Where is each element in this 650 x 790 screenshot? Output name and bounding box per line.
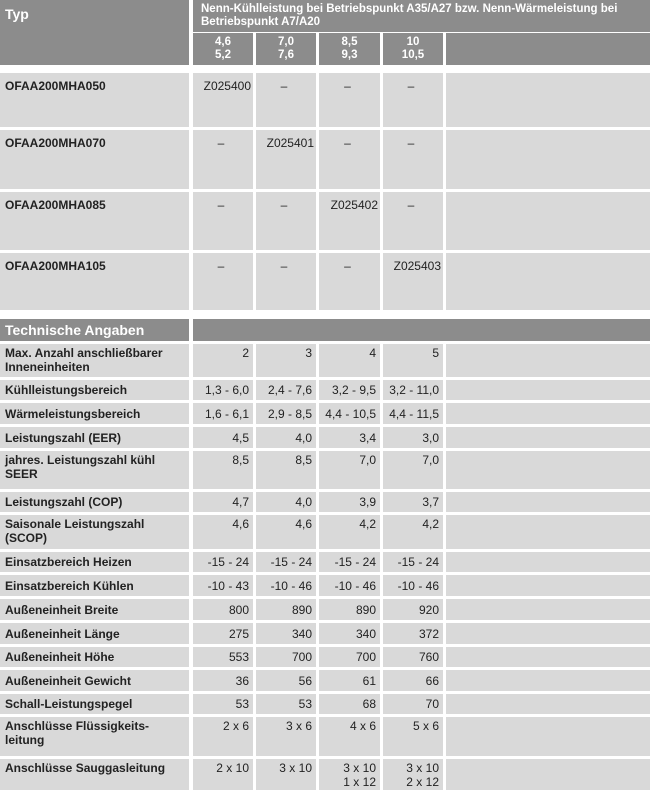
spec-value: 920 — [418, 602, 439, 617]
spec-label-cell — [0, 552, 189, 572]
spec-value: 372 — [418, 626, 439, 641]
heating-capacity-value: 9,3 — [341, 49, 358, 61]
row-filler — [446, 344, 650, 377]
spec-value: 5 — [432, 346, 439, 360]
spec-value: 3,9 — [359, 495, 376, 509]
spec-value-cell — [319, 670, 380, 691]
spec-value-cell — [193, 515, 253, 549]
spec-value: 3,2 - 9,5 — [331, 383, 376, 397]
spec-value: -15 - 24 — [334, 555, 376, 569]
spec-value-cell — [319, 552, 380, 572]
article-number-cell — [193, 253, 253, 310]
tech-header-filler — [193, 319, 650, 341]
spec-value: 4,4 - 11,5 — [389, 406, 439, 421]
cooling-capacity-value: 10 — [406, 36, 420, 48]
row-filler — [446, 380, 650, 400]
cooling-capacity-value: 8,5 — [341, 36, 358, 48]
spec-value-cell — [383, 670, 443, 691]
model-name-cell — [0, 130, 189, 189]
spec-value-cell — [193, 694, 253, 714]
spec-value: -10 - 46 — [270, 578, 312, 593]
article-number-cell — [319, 73, 380, 127]
spec-value-cell — [383, 694, 443, 714]
spec-value-cell — [383, 515, 443, 549]
spec-value: 7,0 — [359, 453, 376, 467]
capacity-column-header — [193, 33, 253, 65]
row-filler — [446, 253, 650, 310]
spec-label-cell — [0, 427, 189, 448]
spec-value-cell — [319, 623, 380, 644]
spec-value-cell — [383, 717, 443, 756]
row-filler — [446, 575, 650, 596]
spec-value: -15 - 24 — [270, 555, 312, 569]
spec-label — [0, 451, 189, 489]
spec-value-line: 2 x 12 — [406, 775, 439, 789]
article-number: – — [217, 259, 225, 273]
row-filler — [446, 192, 650, 250]
capacity-column-header — [256, 33, 316, 65]
spec-label: Kühlleistungsbereich — [5, 383, 128, 397]
spec-value: 3 x 6 — [285, 719, 312, 733]
tech-section-header — [0, 319, 189, 341]
spec-value: 4,6 — [232, 517, 249, 531]
model-name: OFAA200MHA105 — [5, 259, 106, 273]
spec-label-cell — [0, 403, 189, 424]
article-number-cell — [319, 192, 380, 250]
spec-value-cell — [256, 670, 316, 691]
spec-value: 340 — [355, 626, 376, 641]
spec-value: 68 — [362, 697, 376, 711]
spec-value-cell — [319, 344, 380, 377]
spec-value-cell — [193, 451, 253, 489]
spec-value-cell — [256, 492, 316, 512]
row-filler — [446, 451, 650, 489]
spec-value: 70 — [425, 697, 439, 711]
spec-value: 1,6 - 6,1 — [204, 406, 249, 421]
row-filler — [446, 717, 650, 756]
spec-label-cell — [0, 759, 189, 790]
spec-value: 3,4 — [359, 430, 376, 445]
spec-label-line: jahres. Leistungszahl kühl — [5, 453, 156, 467]
heating-capacity-value: 10,5 — [401, 49, 425, 61]
row-filler — [446, 130, 650, 189]
model-name-cell — [0, 192, 189, 250]
article-number: – — [217, 198, 225, 212]
spec-value: 700 — [355, 650, 376, 664]
article-number: – — [407, 79, 415, 93]
spec-value-cell — [319, 403, 380, 424]
article-number-cell — [256, 130, 316, 189]
spec-value: 340 — [291, 626, 312, 641]
row-filler — [446, 623, 650, 644]
spec-label: Leistungszahl (EER) — [5, 430, 122, 445]
spec-label-line: Anschlüsse Flüssigkeits- — [5, 719, 150, 733]
article-number-cell — [383, 253, 443, 310]
spec-value: 800 — [228, 602, 249, 617]
article-number-cell — [256, 73, 316, 127]
type-header — [0, 0, 189, 65]
article-number: – — [280, 79, 288, 93]
row-filler — [446, 515, 650, 549]
article-number-cell — [319, 253, 380, 310]
spec-value-cell — [193, 599, 253, 620]
row-filler — [446, 492, 650, 512]
spec-value: 760 — [418, 650, 439, 664]
spec-value-cell — [319, 694, 380, 714]
article-number-cell — [319, 130, 380, 189]
spec-value: 4 — [369, 346, 376, 360]
spec-label-cell — [0, 380, 189, 400]
spec-value-cell — [193, 647, 253, 667]
article-number: – — [280, 198, 288, 212]
spec-value-cell — [193, 344, 253, 377]
spec-value-cell — [256, 694, 316, 714]
spec-label: Schall-Leistungspegel — [5, 697, 133, 711]
article-number: – — [280, 259, 288, 273]
spec-label: Außeneinheit Länge — [5, 626, 120, 641]
spec-label-line: leitung — [5, 733, 45, 747]
spec-value-cell — [383, 599, 443, 620]
spec-label-cell — [0, 694, 189, 714]
spec-label-line: Saisonale Leistungszahl — [5, 517, 145, 531]
spec-label — [0, 344, 189, 377]
spec-value-cell — [193, 427, 253, 448]
spec-label-cell — [0, 670, 189, 691]
spec-label: Außeneinheit Breite — [5, 602, 119, 617]
article-number-cell — [193, 73, 253, 127]
spec-value: 3,7 — [422, 495, 439, 509]
spec-value: -10 - 46 — [397, 578, 439, 593]
spec-value-cell — [256, 599, 316, 620]
spec-label — [0, 515, 189, 549]
spec-value: 5 x 6 — [412, 719, 439, 733]
spec-value-cell — [193, 403, 253, 424]
capacity-column-header — [319, 33, 380, 65]
article-number-cell — [193, 130, 253, 189]
spec-label-cell — [0, 599, 189, 620]
spec-label-cell — [0, 575, 189, 596]
spec-value: 4,2 — [422, 517, 439, 531]
spec-value-cell — [193, 492, 253, 512]
spec-value: 3 — [305, 346, 312, 360]
spec-value: 890 — [355, 602, 376, 617]
spec-value: 3 x 10 — [279, 761, 312, 775]
model-name: OFAA200MHA050 — [5, 79, 106, 93]
article-number: – — [407, 136, 415, 150]
spec-value: 700 — [291, 650, 312, 664]
article-number-cell — [256, 253, 316, 310]
row-filler — [446, 552, 650, 572]
spec-value: 53 — [298, 697, 312, 711]
spec-value-cell — [193, 623, 253, 644]
spec-value-cell — [193, 670, 253, 691]
spec-value: -10 - 46 — [334, 578, 376, 593]
spec-value: 7,0 — [422, 453, 439, 467]
model-name: OFAA200MHA070 — [5, 136, 106, 150]
article-number: – — [344, 136, 351, 150]
model-name-cell — [0, 253, 189, 310]
article-number: – — [344, 79, 351, 93]
spec-value-cell — [193, 717, 253, 756]
spec-label-line: (SCOP) — [5, 531, 47, 545]
spec-value-cell — [383, 344, 443, 377]
spec-label-line: SEER — [5, 467, 38, 481]
article-number-cell — [256, 192, 316, 250]
spec-value-cell — [256, 717, 316, 756]
spec-label-cell — [0, 647, 189, 667]
spec-value: 2 — [242, 346, 249, 360]
capacity-header — [193, 0, 650, 32]
capacity-header-label: Nenn-Kühlleistung bei Betriebspunkt A35/A27 bzw. Nenn-Wärmeleistung bei Betriebspunkt A7/A20 — [201, 3, 618, 28]
cooling-capacity-value: 7,0 — [278, 36, 294, 48]
spec-label: Anschlüsse Sauggasleitung — [5, 761, 166, 775]
spec-value-cell — [383, 492, 443, 512]
spec-label-line: Max. Anzahl anschließbarer — [5, 346, 163, 360]
spec-value-cell — [383, 427, 443, 448]
spec-value: 3,0 — [422, 430, 439, 445]
spec-value-cell — [319, 427, 380, 448]
row-filler — [446, 403, 650, 424]
spec-value: 275 — [228, 626, 249, 641]
spec-label-cell — [0, 492, 189, 512]
spec-value-cell — [383, 403, 443, 424]
cooling-capacity-value: 4,6 — [215, 36, 231, 48]
spec-value-line: 3 x 10 — [406, 761, 439, 775]
row-filler — [446, 670, 650, 691]
article-number: – — [344, 259, 351, 273]
spec-value-cell — [193, 380, 253, 400]
article-number-cell — [193, 192, 253, 250]
spec-value-cell — [319, 515, 380, 549]
capacity-column-header — [383, 33, 443, 65]
spec-value: -15 - 24 — [397, 555, 439, 569]
spec-value: -15 - 24 — [207, 555, 249, 569]
spec-value-cell — [319, 599, 380, 620]
spec-value: 4,7 — [232, 495, 249, 509]
spec-value: 4,5 — [232, 430, 249, 445]
spec-value: 2 x 6 — [222, 719, 249, 733]
spec-value-cell — [383, 380, 443, 400]
article-number: Z025402 — [330, 198, 378, 212]
spec-value: 66 — [425, 673, 439, 688]
spec-value-cell — [256, 759, 316, 790]
spec-value: 2,9 - 8,5 — [267, 406, 312, 421]
spec-label-cell — [0, 623, 189, 644]
article-number-cell — [383, 192, 443, 250]
spec-label: Leistungszahl (COP) — [5, 495, 123, 509]
spec-value-cell — [256, 427, 316, 448]
spec-value: 3,2 - 11,0 — [389, 383, 439, 397]
spec-value: 36 — [235, 673, 249, 688]
spec-value: 890 — [291, 602, 312, 617]
spec-value-cell — [383, 623, 443, 644]
spec-value: 2,4 - 7,6 — [267, 383, 312, 397]
spec-value-cell — [319, 380, 380, 400]
model-name-cell — [0, 73, 189, 127]
article-number: Z025400 — [203, 79, 251, 93]
spec-value: 4,2 — [359, 517, 376, 531]
type-header-label: Typ — [5, 6, 29, 22]
spec-value-cell — [256, 403, 316, 424]
spec-label: Außeneinheit Gewicht — [5, 673, 132, 688]
row-filler — [446, 694, 650, 714]
spec-value: 56 — [298, 673, 312, 688]
spec-value-cell — [383, 451, 443, 489]
spec-value-cell — [319, 451, 380, 489]
spec-value-cell — [256, 575, 316, 596]
spec-value: 53 — [235, 697, 249, 711]
spec-value: 8,5 — [232, 453, 249, 467]
article-number: – — [407, 198, 415, 212]
spec-value-cell — [319, 492, 380, 512]
spec-value-cell — [319, 575, 380, 596]
spec-value: 4,0 — [295, 430, 312, 445]
row-filler — [446, 427, 650, 448]
spec-value: 4,6 — [295, 517, 312, 531]
spec-value-cell — [256, 451, 316, 489]
spec-value: 8,5 — [295, 453, 312, 467]
spec-label: Einsatzbereich Kühlen — [5, 578, 134, 593]
spec-value: 553 — [228, 650, 249, 664]
tech-section-title: Technische Angaben — [5, 322, 145, 338]
article-number-cell — [383, 130, 443, 189]
spec-value-cell — [256, 515, 316, 549]
row-filler — [446, 647, 650, 667]
spec-label-line: Inneneinheiten — [5, 360, 90, 374]
spec-value: 1,3 - 6,0 — [204, 383, 249, 397]
spec-value: 2 x 10 — [216, 761, 249, 775]
spec-value-cell — [193, 759, 253, 790]
spec-label: Außeneinheit Höhe — [5, 650, 115, 664]
spec-value: 4 x 6 — [349, 719, 376, 733]
heating-capacity-value: 7,6 — [278, 49, 294, 61]
article-number-cell — [383, 73, 443, 127]
spec-label: Einsatzbereich Heizen — [5, 555, 132, 569]
spec-value: 4,0 — [295, 495, 312, 509]
spec-value-line: 1 x 12 — [343, 775, 376, 789]
spec-value-cell — [383, 575, 443, 596]
spec-label — [0, 717, 189, 756]
article-number: Z025401 — [266, 136, 314, 150]
row-filler — [446, 73, 650, 127]
spec-value-cell — [256, 647, 316, 667]
spec-value: -10 - 43 — [207, 578, 249, 593]
spec-value-cell — [319, 647, 380, 667]
heating-capacity-value: 5,2 — [215, 49, 231, 61]
row-filler — [446, 759, 650, 790]
header-filler — [446, 33, 650, 65]
spec-value-cell — [193, 552, 253, 572]
spec-value-cell — [319, 717, 380, 756]
article-number: Z025403 — [393, 259, 441, 273]
spec-value-cell — [256, 380, 316, 400]
spec-value-line: 3 x 10 — [343, 761, 376, 775]
spec-value-cell — [193, 575, 253, 596]
row-filler — [446, 599, 650, 620]
spec-value-cell — [256, 552, 316, 572]
spec-value: 61 — [362, 673, 376, 688]
spec-value-cell — [256, 623, 316, 644]
spec-value-cell — [383, 647, 443, 667]
spec-value-cell — [256, 344, 316, 377]
spec-label: Wärmeleistungsbereich — [5, 406, 141, 421]
spec-value-cell — [383, 552, 443, 572]
spec-value-cell — [383, 759, 443, 790]
spec-value: 4,4 - 10,5 — [325, 406, 376, 421]
article-number: – — [217, 136, 225, 150]
spec-value-cell — [319, 759, 380, 790]
model-name: OFAA200MHA085 — [5, 198, 106, 212]
